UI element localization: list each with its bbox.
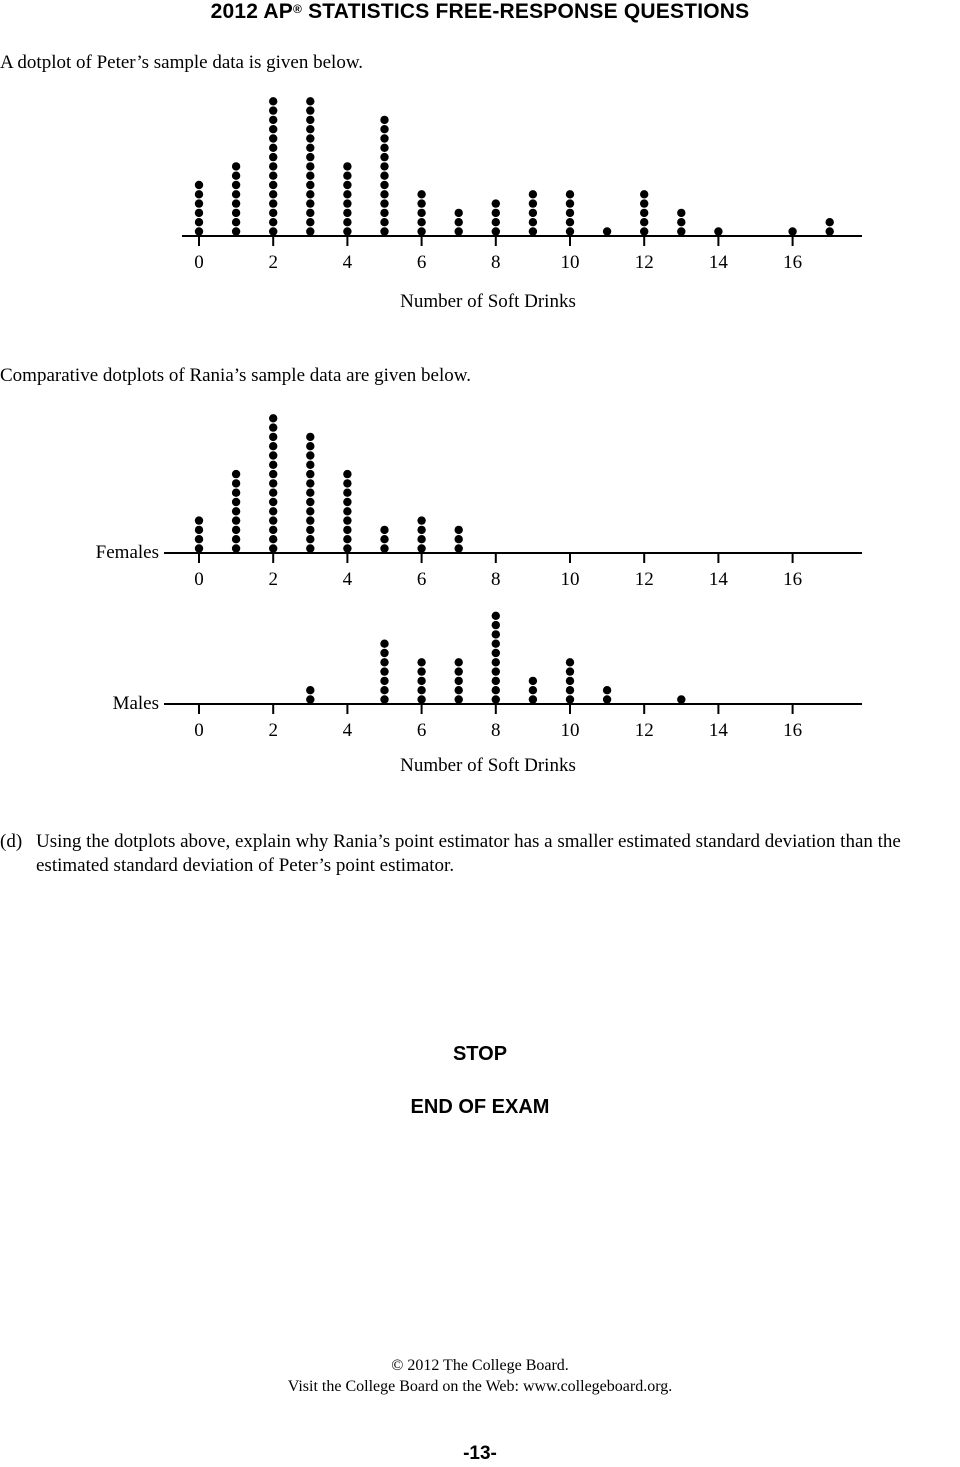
data-dot (343, 507, 351, 515)
data-dot (529, 199, 537, 207)
data-dot (343, 544, 351, 552)
tick-label: 16 (783, 720, 803, 741)
data-dot (455, 218, 463, 226)
data-dot (269, 106, 277, 114)
data-dot (232, 218, 240, 226)
data-dot (232, 516, 240, 524)
data-dot (269, 498, 277, 506)
data-dot (566, 667, 574, 675)
data-dot (269, 218, 277, 226)
data-dot (269, 97, 277, 105)
data-dot (269, 544, 277, 552)
tick-label: 8 (491, 720, 501, 741)
data-dot (269, 199, 277, 207)
header-title-prefix: 2012 AP (210, 0, 293, 23)
tick-label: 10 (560, 252, 580, 273)
data-dot (232, 470, 240, 478)
data-dot (380, 181, 388, 189)
data-dot (492, 630, 500, 638)
question-d (0, 830, 960, 878)
data-dot (306, 442, 314, 450)
data-dot (269, 144, 277, 152)
data-dot (232, 535, 240, 543)
tick-label: 4 (342, 569, 353, 590)
data-dot (232, 181, 240, 189)
data-dot (492, 695, 500, 703)
footer-visit: Visit the College Board on the Web: www.collegeboard.org. (287, 1378, 673, 1395)
axis-title: Number of Soft Drinks (400, 291, 576, 312)
tick-label: 16 (783, 569, 803, 590)
data-dot (306, 106, 314, 114)
data-dot (269, 451, 277, 459)
data-dot (343, 227, 351, 235)
data-dot (269, 227, 277, 235)
tick-label: 8 (491, 252, 501, 273)
data-dot (232, 209, 240, 217)
data-dot (343, 526, 351, 534)
data-dot (195, 535, 203, 543)
data-dot (417, 516, 425, 524)
data-dot (232, 199, 240, 207)
tick-label: 6 (416, 569, 427, 590)
data-dot (380, 526, 388, 534)
data-dot (714, 227, 722, 235)
data-dot (380, 649, 388, 657)
tick-label: 14 (708, 252, 728, 273)
data-dot (380, 199, 388, 207)
data-dot (269, 479, 277, 487)
data-dot (343, 535, 351, 543)
data-dot (232, 489, 240, 497)
data-dot (306, 199, 314, 207)
rania-females-dotplot (96, 414, 862, 590)
data-dot (306, 218, 314, 226)
data-dot (306, 209, 314, 217)
data-dot (455, 677, 463, 685)
data-dot (417, 535, 425, 543)
stop-label: STOP (452, 1043, 508, 1065)
data-dot (269, 116, 277, 124)
data-dot (417, 695, 425, 703)
header-title-suffix: STATISTICS FREE-RESPONSE QUESTIONS (308, 0, 750, 23)
data-dot (455, 209, 463, 217)
data-dot (269, 134, 277, 142)
data-dot (343, 489, 351, 497)
data-dot (566, 199, 574, 207)
data-dot (269, 526, 277, 534)
data-dot (306, 153, 314, 161)
data-dot (232, 162, 240, 170)
data-dot (306, 516, 314, 524)
data-dot (343, 516, 351, 524)
data-dot (380, 658, 388, 666)
data-dot (380, 190, 388, 198)
data-dot (232, 507, 240, 515)
data-dot (269, 209, 277, 217)
data-dot (566, 218, 574, 226)
data-dot (417, 667, 425, 675)
data-dot (417, 209, 425, 217)
data-dot (269, 433, 277, 441)
tick-label: 6 (416, 252, 427, 273)
data-dot (492, 209, 500, 217)
tick-label: 0 (194, 252, 204, 273)
data-dot (306, 535, 314, 543)
data-dot (343, 218, 351, 226)
data-dot (306, 479, 314, 487)
data-dot (492, 677, 500, 685)
data-dot (603, 686, 611, 694)
data-dot (640, 190, 648, 198)
data-dot (306, 470, 314, 478)
tick-label: 6 (416, 720, 427, 741)
data-dot (380, 667, 388, 675)
data-dot (455, 227, 463, 235)
data-dot (380, 677, 388, 685)
data-dot (492, 640, 500, 648)
data-dot (380, 125, 388, 133)
data-dot (306, 489, 314, 497)
data-dot (566, 677, 574, 685)
tick-label: 10 (560, 569, 580, 590)
tick-label: 2 (268, 720, 278, 741)
data-dot (417, 686, 425, 694)
tick-label: 10 (560, 720, 580, 741)
data-dot (417, 190, 425, 198)
data-dot (306, 461, 314, 469)
data-dot (529, 695, 537, 703)
data-dot (343, 190, 351, 198)
data-dot (343, 181, 351, 189)
data-dot (677, 209, 685, 217)
data-dot (269, 172, 277, 180)
data-dot (269, 535, 277, 543)
data-dot (195, 199, 203, 207)
row-label: Females (95, 542, 159, 563)
data-dot (826, 227, 834, 235)
data-dot (306, 498, 314, 506)
tick-label: 4 (342, 720, 353, 741)
data-dot (269, 516, 277, 524)
data-dot (826, 218, 834, 226)
data-dot (455, 695, 463, 703)
data-dot (788, 227, 796, 235)
data-dot (195, 190, 203, 198)
data-dot (306, 451, 314, 459)
data-dot (269, 162, 277, 170)
data-dot (492, 686, 500, 694)
tick-label: 8 (491, 569, 501, 590)
data-dot (455, 535, 463, 543)
data-dot (306, 686, 314, 694)
data-dot (529, 227, 537, 235)
question-text: Using the dotplots above, explain why Rania’s point estimator has a smaller estimated standard deviation than the estimated standard deviation of Peter’s point estimator. (36, 831, 901, 876)
data-dot (269, 181, 277, 189)
data-dot (677, 227, 685, 235)
data-dot (417, 199, 425, 207)
data-dot (380, 162, 388, 170)
data-dot (269, 190, 277, 198)
tick-label: 4 (342, 252, 353, 273)
data-dot (380, 172, 388, 180)
tick-label: 16 (783, 252, 803, 273)
data-dot (232, 227, 240, 235)
data-dot (492, 649, 500, 657)
tick-label: 0 (194, 720, 204, 741)
axis-title: Number of Soft Drinks (400, 755, 576, 776)
data-dot (455, 658, 463, 666)
data-dot (306, 172, 314, 180)
data-dot (566, 209, 574, 217)
tick-label: 2 (268, 252, 278, 273)
data-dot (529, 218, 537, 226)
data-dot (455, 544, 463, 552)
data-dot (492, 612, 500, 620)
data-dot (306, 162, 314, 170)
data-dot (380, 144, 388, 152)
data-dot (566, 227, 574, 235)
data-dot (232, 479, 240, 487)
data-dot (529, 686, 537, 694)
data-dot (455, 526, 463, 534)
data-dot (269, 423, 277, 431)
data-dot (417, 218, 425, 226)
data-dot (306, 181, 314, 189)
data-dot (492, 621, 500, 629)
data-dot (380, 544, 388, 552)
data-dot (343, 470, 351, 478)
data-dot (529, 190, 537, 198)
data-dot (603, 227, 611, 235)
data-dot (417, 526, 425, 534)
data-dot (195, 209, 203, 217)
data-dot (269, 461, 277, 469)
data-dot (306, 526, 314, 534)
data-dot (269, 470, 277, 478)
data-dot (417, 658, 425, 666)
question-tag: (d) (0, 831, 23, 852)
data-dot (195, 227, 203, 235)
tick-label: 12 (634, 720, 654, 741)
data-dot (529, 209, 537, 217)
data-dot (380, 209, 388, 217)
data-dot (343, 209, 351, 217)
data-dot (195, 526, 203, 534)
tick-label: 14 (708, 720, 728, 741)
data-dot (306, 507, 314, 515)
data-dot (232, 190, 240, 198)
data-dot (269, 414, 277, 422)
data-dot (640, 199, 648, 207)
data-dot (640, 209, 648, 217)
data-dot (306, 134, 314, 142)
data-dot (306, 433, 314, 441)
data-dot (195, 544, 203, 552)
data-dot (306, 544, 314, 552)
data-dot (566, 658, 574, 666)
data-dot (269, 125, 277, 133)
data-dot (306, 97, 314, 105)
data-dot (343, 498, 351, 506)
data-dot (380, 153, 388, 161)
registered-mark: ® (293, 2, 303, 16)
data-dot (640, 218, 648, 226)
data-dot (343, 479, 351, 487)
data-dot (232, 544, 240, 552)
data-dot (640, 227, 648, 235)
data-dot (492, 658, 500, 666)
page-number: -13- (463, 1443, 497, 1464)
data-dot (195, 516, 203, 524)
data-dot (380, 640, 388, 648)
data-dot (195, 218, 203, 226)
data-dot (455, 667, 463, 675)
data-dot (603, 695, 611, 703)
data-dot (269, 489, 277, 497)
data-dot (269, 442, 277, 450)
data-dot (566, 695, 574, 703)
data-dot (492, 199, 500, 207)
row-label: Males (112, 693, 159, 714)
data-dot (380, 116, 388, 124)
data-dot (343, 162, 351, 170)
data-dot (492, 218, 500, 226)
data-dot (232, 526, 240, 534)
data-dot (566, 686, 574, 694)
data-dot (677, 218, 685, 226)
peter-intro-text: A dotplot of Peter’s sample data is given below. (0, 52, 364, 73)
data-dot (195, 181, 203, 189)
data-dot (529, 677, 537, 685)
data-dot (677, 695, 685, 703)
data-dot (306, 227, 314, 235)
data-dot (306, 190, 314, 198)
data-dot (232, 498, 240, 506)
data-dot (455, 686, 463, 694)
data-dot (380, 695, 388, 703)
data-dot (306, 144, 314, 152)
data-dot (380, 227, 388, 235)
rania-males-dotplot (113, 612, 862, 776)
tick-label: 12 (634, 252, 654, 273)
tick-label: 12 (634, 569, 654, 590)
data-dot (380, 535, 388, 543)
data-dot (417, 544, 425, 552)
data-dot (380, 134, 388, 142)
tick-label: 0 (194, 569, 204, 590)
peter-dotplot (182, 97, 862, 312)
data-dot (269, 507, 277, 515)
tick-label: 14 (708, 569, 728, 590)
data-dot (306, 695, 314, 703)
tick-label: 2 (268, 569, 278, 590)
data-dot (380, 686, 388, 694)
data-dot (306, 116, 314, 124)
footer-copyright: © 2012 The College Board. (391, 1357, 569, 1374)
data-dot (417, 677, 425, 685)
data-dot (566, 190, 574, 198)
data-dot (343, 199, 351, 207)
end-of-exam-label: END OF EXAM (410, 1096, 550, 1118)
data-dot (343, 172, 351, 180)
data-dot (306, 125, 314, 133)
data-dot (417, 227, 425, 235)
data-dot (492, 667, 500, 675)
data-dot (380, 218, 388, 226)
data-dot (269, 153, 277, 161)
data-dot (232, 172, 240, 180)
data-dot (492, 227, 500, 235)
rania-intro-text: Comparative dotplots of Rania’s sample data are given below. (0, 365, 472, 386)
